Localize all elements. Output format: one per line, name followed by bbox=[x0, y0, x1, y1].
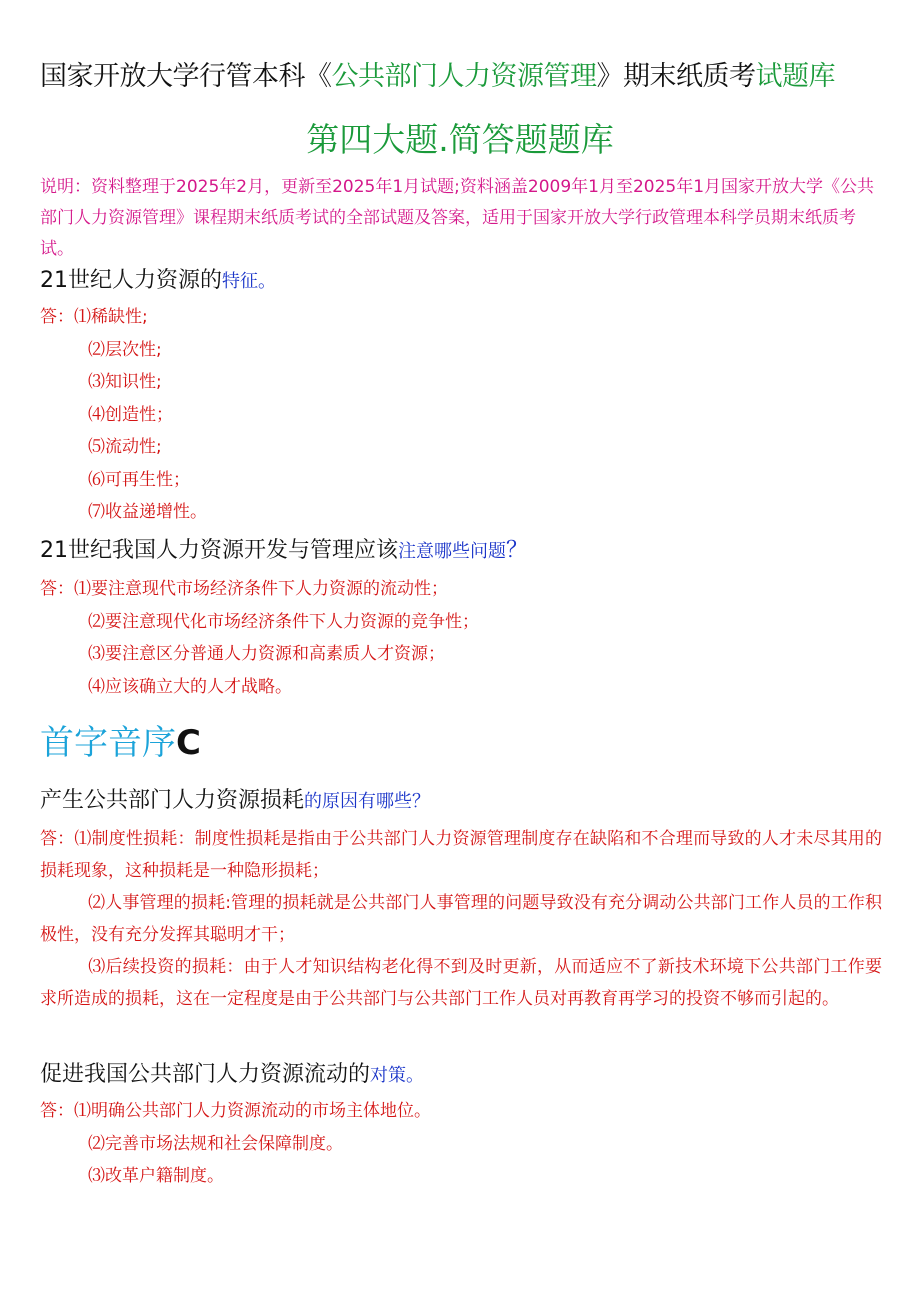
answer-paragraph-wrap bbox=[40, 887, 882, 951]
document-title bbox=[40, 58, 890, 96]
answer-item: ⑶改革户籍制度。 bbox=[88, 1166, 224, 1186]
answer-paragraph-wrap bbox=[40, 951, 882, 1015]
question-title bbox=[40, 266, 882, 297]
section-title: 第四大题.简答题题库 bbox=[306, 120, 614, 159]
heading-label: 首字音序 bbox=[40, 723, 176, 763]
question-text: 产生公共部门人力资源损耗 bbox=[40, 788, 305, 813]
answer-list bbox=[40, 573, 882, 703]
answer-item: ⑵完善市场法规和社会保障制度。 bbox=[88, 1133, 343, 1154]
question-text: 21世纪我国人力资源开发与管理应该 bbox=[40, 538, 398, 563]
question-mark: ？ bbox=[506, 538, 529, 563]
answer-item: ⑵要注意现代化市场经济条件下人力资源的竞争性； bbox=[88, 611, 479, 632]
question-block-3 bbox=[40, 786, 882, 1015]
answer-item: ⑹可再生性； bbox=[88, 469, 190, 490]
answer-item: ⑷创造性； bbox=[88, 404, 173, 425]
answer-item: ⑷应该确立大的人才战略。 bbox=[88, 676, 292, 697]
title-part-1: 国家开放大学行管本科《 bbox=[40, 61, 332, 92]
answer-item: ⑵层次性; bbox=[88, 339, 162, 360]
question-keyword: 特征。 bbox=[222, 271, 276, 292]
answer-item: 答：⑴明确公共部门人力资源流动的市场主体地位。 bbox=[40, 1101, 431, 1121]
question-keyword: 对策。 bbox=[370, 1065, 425, 1086]
answer-paragraph: ⑶后续投资的损耗：由于人才知识结构老化得不到及时更新，从而适应不了新技术环境下公共部门工作要求所造成的损耗，这在一定程度是由于公共部门与公共部门工作人员对再教育再学习的投资不够而引起的。 bbox=[40, 957, 882, 1009]
title-part-2: 》期末纸质考 bbox=[596, 61, 756, 92]
question-title bbox=[40, 536, 882, 567]
title-course-name: 公共部门人力资源管理 bbox=[331, 61, 597, 92]
question-keyword: 注意哪些问题 bbox=[398, 541, 506, 562]
question-title bbox=[40, 786, 882, 817]
title-part-3: 试题库 bbox=[755, 61, 835, 92]
answer-paragraph: ⑵人事管理的损耗:管理的损耗就是公共部门人事管理的问题导致没有充分调动公共部门工作人员的工作积极性，没有充分发挥其聪明才干； bbox=[40, 893, 882, 945]
answer-item: 答：⑴稀缺性; bbox=[40, 307, 148, 327]
question-text: 21世纪人力资源的 bbox=[40, 268, 222, 293]
answer-list bbox=[40, 1095, 882, 1193]
answer-list bbox=[40, 301, 882, 529]
question-block-2 bbox=[40, 536, 882, 703]
answer-item: ⑶要注意区分普通人力资源和高素质人才资源； bbox=[88, 644, 445, 664]
heading-letter: C bbox=[176, 723, 201, 763]
question-block-4 bbox=[40, 1060, 882, 1193]
answer-item: 答：⑴要注意现代市场经济条件下人力资源的流动性； bbox=[40, 579, 448, 599]
description-note: 说明：资料整理于2025年2月，更新至2025年1月试题;资料涵盖2009年1月至2025年1月国家开放大学《公共部门人力资源管理》课程期末纸质考试的全部试题及答案，适用于国家开放大学行政管理本科学员期末纸质考试。 bbox=[40, 177, 875, 259]
question-block-1 bbox=[40, 266, 882, 529]
answer-item: ⑶知识性; bbox=[88, 372, 162, 392]
alphabet-heading bbox=[40, 720, 201, 766]
question-text: 促进我国公共部门人力资源流动的 bbox=[40, 1062, 371, 1087]
answer-item: ⑺收益递增性。 bbox=[88, 502, 207, 522]
answer-paragraph: 答：⑴制度性损耗：制度性损耗是指由于公共部门人力资源管理制度存在缺陷和不合理而导致的人才未尽其用的损耗现象，这种损耗是一种隐形损耗； bbox=[40, 829, 882, 881]
question-title bbox=[40, 1060, 882, 1091]
question-keyword: 的原因有哪些？ bbox=[304, 791, 431, 812]
answer-item: ⑸流动性; bbox=[88, 437, 162, 457]
